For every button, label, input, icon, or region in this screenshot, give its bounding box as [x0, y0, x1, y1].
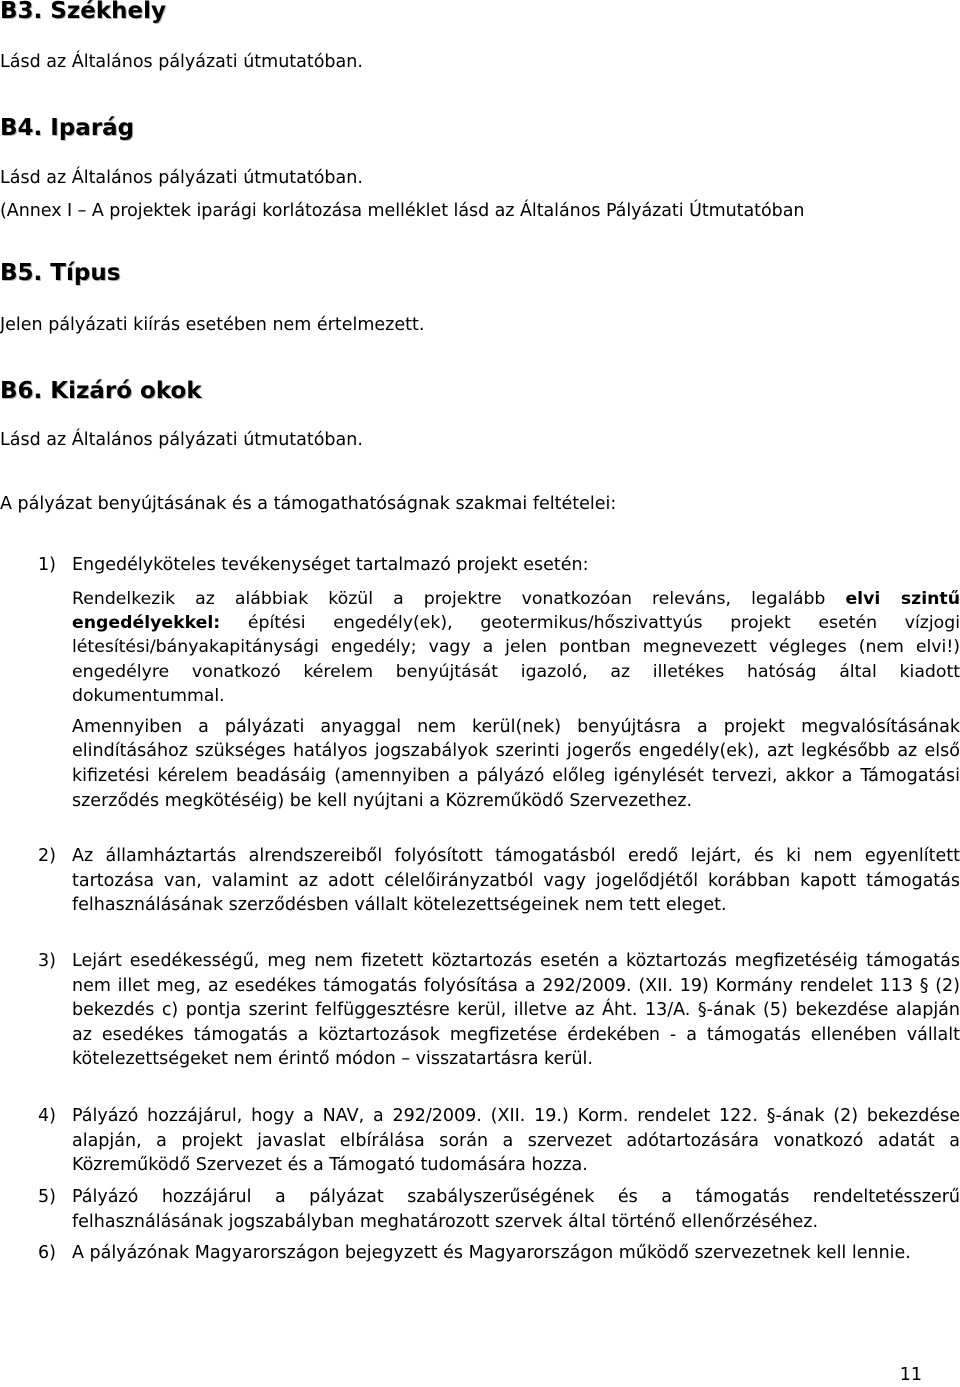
list-item-number: 5) — [38, 1187, 56, 1207]
list-item-text: Az államháztartás alrendszereiből folyósított támogatásból eredő lejárt, és ki nem egyenlített tartozása van, valamint az adott célelőirányzatból vagy jogelődjétől korábban kapott támogatás felhasználásának szerződésben vállalt kötelezettségeinek nem tett eleget. — [72, 846, 960, 916]
list-item-title: Engedélyköteles tevékenységet tartalmazó projekt esetén: — [72, 555, 589, 575]
b3-text: Lásd az Általános pályázati útmutatóban. — [0, 52, 363, 72]
paragraph-text: Rendelkezik az alábbiak közül a projektre vonatkozóan releváns, legalább — [72, 588, 846, 609]
b4-text-2: (Annex I – A projektek iparági korlátozása melléklet lásd az Általános Pályázati Útmutatóban — [0, 201, 805, 221]
conditions-intro: A pályázat benyújtásának és a támogathatóságnak szakmai feltételei: — [0, 494, 617, 514]
heading-b5: B5. Típus — [0, 260, 121, 286]
heading-b6: B6. Kizáró okok — [0, 378, 202, 404]
list-item-number: 6) — [38, 1243, 56, 1263]
list-item-text: A pályázónak Magyarországon bejegyzett és Magyarországon működő szervezetnek kell lennie. — [72, 1243, 911, 1263]
list-item-number: 4) — [38, 1106, 56, 1126]
paragraph-text-continued: építési engedély(ek), geotermikus/hőszivattyús projekt esetén vízjogi létesítési/bányakapitánysági engedély; vagy a jelen pontban megnevezett végleges (nem elvi!) engedélyre vonatkozó kérelem benyújtását igazoló, az illetékes hatóság által kiadott dokumentummal. — [72, 613, 960, 707]
list-item-text: Lejárt esedékességű, meg nem fizetett köztartozás esetén a köztartozás megfizetéséig támogatás nem illet meg, az esedékes támogatás folyósítása a 292/2009. (XII. 19) Kormány rendelet 113 § (2) bekezdés c) pontja szerint felfüggesztésre kerül, illetve az Áht. 13/A. §-ának (5) bekezdése alapján az esedékes támogatás a köztartozások megfizetése érdekében - a támogatás ellenében vállalt kötelezettségeket nem érintő módon – visszatartásra kerül. — [72, 951, 960, 1070]
list-item-text: Pályázó hozzájárul a pályázat szabályszerűségének és a támogatás rendeltetésszerű felhasználásának jogszabályban meghatározott szervek által történő ellenőrzéséhez. — [72, 1187, 960, 1232]
heading-b4: B4. Iparág — [0, 115, 135, 141]
list-item-number: 1) — [38, 555, 56, 575]
list-item-text: Pályázó hozzájárul, hogy a NAV, a 292/2009. (XII. 19.) Korm. rendelet 122. §-ának (2) bekezdése alapján, a projekt javaslat elbírálása során a szervezet adótartozására vonatkozó adatát a Közreműködő Szervezet és a Támogató tudomására hozza. — [72, 1106, 960, 1176]
b5-text: Jelen pályázati kiírás esetében nem értelmezett. — [0, 315, 425, 335]
b4-text-1: Lásd az Általános pályázati útmutatóban. — [0, 168, 363, 188]
list-item-body — [72, 553, 960, 813]
paragraph-bold-text: elvi szintű engedélyekkel: — [72, 588, 960, 633]
b6-text: Lásd az Általános pályázati útmutatóban. — [0, 430, 363, 450]
list-item-number: 3) — [38, 951, 56, 971]
list-item-paragraph-2: Amennyiben a pályázati anyaggal nem kerül(nek) benyújtásra a projekt megvalósításának elindításához szükséges hatályos jogszabályok szerinti jogerős engedély(ek), azt legkésőbb az első kifizetési kérelem beadásáig (amennyiben a pályázó előleg igénylését tervezi, akkor a Támogatási szerződés megkötéséig) be kell nyújtani a Közreműködő Szervezethez. — [72, 716, 960, 811]
list-item-paragraph — [72, 587, 960, 709]
list-item-number: 2) — [38, 846, 56, 866]
page-number: 11 — [899, 1365, 922, 1385]
heading-b3: B3. Székhely — [0, 0, 166, 24]
